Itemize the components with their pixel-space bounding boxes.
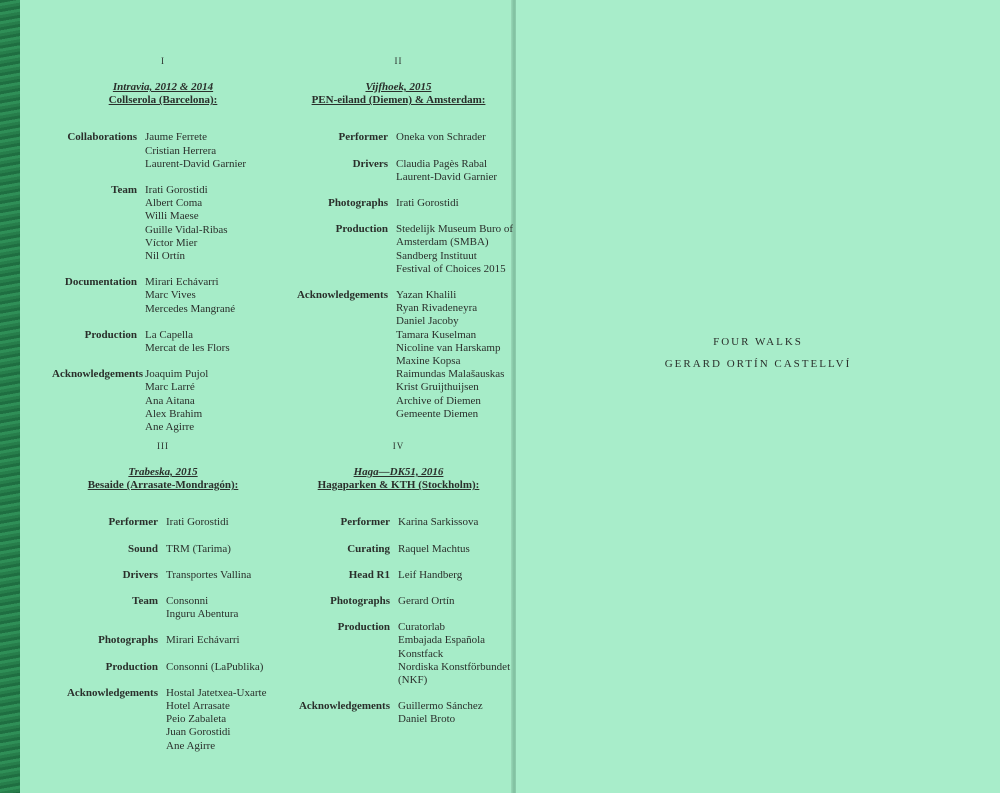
role-names	[166, 687, 266, 753]
role-row	[52, 634, 274, 647]
role-names	[166, 543, 231, 556]
role-list	[52, 516, 274, 752]
role-names	[396, 197, 459, 210]
role-label: Acknowledgements	[66, 686, 158, 699]
role-row	[286, 621, 511, 687]
credit-name: Guillermo Sánchez	[398, 700, 483, 713]
credits-section-1	[52, 55, 274, 447]
role-label: Head R1	[348, 568, 390, 581]
book-edge	[0, 0, 20, 793]
role-names	[396, 223, 513, 276]
role-names	[398, 516, 478, 529]
role-label: Production	[105, 660, 158, 673]
credit-name: TRM (Tarima)	[166, 542, 231, 555]
role-row	[52, 569, 274, 582]
title-block	[516, 331, 1000, 375]
credit-name: Ane Agirre	[166, 739, 216, 752]
credit-name: Marc Vives	[145, 289, 196, 302]
role-names	[396, 131, 486, 144]
section-heading	[286, 81, 511, 107]
role-row	[286, 223, 514, 276]
role-row	[52, 184, 274, 263]
role-label: Curating	[347, 542, 390, 555]
role-label: Sound	[128, 542, 158, 555]
credit-name: La Capella	[145, 328, 193, 341]
role-label: Production	[335, 223, 388, 236]
role-label: Acknowledgements	[52, 368, 144, 381]
role-row	[52, 368, 274, 434]
role-names	[398, 569, 462, 582]
role-list	[286, 131, 514, 421]
credit-name: Transportes Vallina	[166, 568, 252, 581]
credit-name: Gerard Ortín	[398, 595, 455, 608]
credit-name: Nil Ortín	[145, 250, 186, 263]
role-names	[166, 661, 263, 674]
credit-name: Karina Sarkissova	[398, 516, 479, 529]
credit-name: Festival of Choices 2015	[396, 262, 506, 275]
role-row	[286, 543, 511, 556]
role-row	[286, 289, 511, 421]
role-row	[52, 276, 274, 316]
role-label: Photographs	[328, 197, 388, 210]
credit-name: Albert Coma	[145, 197, 203, 210]
credit-name: Alex Brahim	[145, 407, 203, 420]
credit-name: Nordiska Konstförbundet	[398, 660, 511, 673]
credit-name: Víctor Mier	[145, 236, 198, 249]
credit-name: Ryan Rivadeneyra	[396, 302, 478, 315]
section-title: Trabeska, 2015	[128, 466, 198, 478]
credit-name: Mirari Echávarri	[166, 634, 240, 647]
role-row	[286, 700, 511, 726]
role-names	[396, 289, 504, 421]
role-row	[286, 516, 511, 529]
credit-name: Ane Agirre	[145, 421, 195, 434]
credits-section-2	[286, 55, 514, 434]
role-label: Production	[84, 328, 137, 341]
credit-name: Consonni	[166, 595, 209, 608]
role-label: Team	[111, 184, 137, 197]
credit-name: Oneka von Schrader	[396, 131, 486, 144]
credit-name: Daniel Broto	[398, 713, 456, 726]
credit-name: Ana Aitana	[145, 394, 195, 407]
credit-name: Konstfack	[398, 647, 444, 660]
section-heading	[286, 466, 511, 492]
role-names	[145, 276, 235, 316]
credit-name: Amsterdam (SMBA)	[396, 236, 489, 249]
credit-name: Joaquim Pujol	[145, 368, 209, 381]
role-names	[396, 158, 497, 184]
credit-name: Curatorlab	[398, 621, 446, 634]
role-label: Acknowledgements	[298, 700, 390, 713]
credit-name: Jaume Ferrete	[145, 131, 207, 144]
role-row	[286, 595, 511, 608]
credit-name: Hostal Jatetxea-Uxarte	[166, 686, 267, 699]
role-label: Drivers	[352, 157, 388, 170]
role-label: Team	[132, 595, 158, 608]
role-row	[52, 516, 274, 529]
credit-name: Irati Gorostidi	[166, 516, 229, 529]
credit-name: Gemeente Diemen	[396, 407, 479, 420]
role-names	[166, 634, 240, 647]
section-numeral: IV	[392, 441, 405, 451]
credit-name: Embajada Española	[398, 634, 486, 647]
section-place: Besaide (Arrasate-Mondragón):	[87, 479, 239, 492]
role-row	[52, 661, 274, 674]
credit-name: Stedelijk Museum Buro of	[396, 223, 514, 236]
role-names	[145, 368, 208, 434]
role-names	[166, 595, 238, 621]
role-label: Performer	[338, 131, 388, 144]
section-numeral: III	[157, 441, 169, 451]
role-label: Collaborations	[67, 131, 137, 144]
role-names	[145, 131, 246, 171]
credit-name: Irati Gorostidi	[145, 184, 208, 197]
role-names	[398, 595, 455, 608]
credits-section-3	[52, 440, 274, 766]
credit-name: Laurent-David Garnier	[396, 170, 498, 183]
credit-name: Mirari Echávarri	[145, 276, 219, 289]
credit-name: Krist Gruijthuijsen	[396, 381, 479, 394]
section-place: Collserola (Barcelona):	[108, 94, 218, 107]
credit-name: Juan Gorostidi	[166, 726, 231, 739]
right-page	[516, 0, 1000, 793]
role-row	[52, 687, 274, 753]
role-label: Acknowledgements	[296, 289, 388, 302]
role-names	[166, 516, 229, 529]
credit-name: Raimundas Malašauskas	[396, 368, 505, 381]
section-heading	[52, 81, 274, 107]
credit-name: Consonni (LaPublika)	[166, 660, 264, 673]
credit-name: Leif Handberg	[398, 568, 463, 581]
role-list	[286, 516, 511, 726]
role-row	[286, 569, 511, 582]
credit-name: Guille Vidal-Ribas	[145, 223, 228, 236]
role-row	[286, 158, 511, 184]
role-label: Photographs	[98, 634, 158, 647]
section-heading	[52, 466, 274, 492]
role-row	[52, 595, 274, 621]
role-row	[286, 131, 511, 144]
book-title: FOUR WALKS	[713, 336, 803, 348]
credit-name: Mercedes Mangrané	[145, 302, 236, 315]
role-label: Production	[337, 621, 390, 634]
credit-name: Yazan Khalili	[396, 289, 457, 302]
role-names	[398, 543, 470, 556]
role-row	[52, 131, 274, 171]
credit-name: Laurent-David Garnier	[145, 157, 247, 170]
credit-name: Tamara Kuselman	[396, 328, 477, 341]
role-names	[166, 569, 251, 582]
credit-name: Mercat de les Flors	[145, 342, 230, 355]
credit-name: Irati Gorostidi	[396, 197, 459, 210]
role-row	[52, 543, 274, 556]
role-names	[398, 700, 483, 726]
credit-name: Claudia Pagès Rabal	[396, 157, 488, 170]
role-label: Performer	[108, 516, 158, 529]
credit-name: Hotel Arrasate	[166, 700, 230, 713]
section-place: PEN-eiland (Diemen) & Amsterdam:	[311, 94, 486, 107]
role-label: Performer	[340, 516, 390, 529]
credit-name: Inguru Abentura	[166, 608, 239, 621]
role-list	[52, 131, 274, 434]
role-label: Drivers	[122, 568, 158, 581]
section-title: Intravia, 2012 & 2014	[112, 81, 214, 93]
credit-name: Marc Larré	[145, 381, 195, 394]
role-row	[286, 197, 511, 210]
role-label: Photographs	[330, 595, 390, 608]
credit-name: Maxine Kopsa	[396, 355, 461, 368]
section-title: Vijfhoek, 2015	[365, 81, 432, 93]
role-names	[398, 621, 510, 687]
credit-name: Raquel Machtus	[398, 542, 470, 555]
role-label: Documentation	[64, 276, 137, 289]
credit-name: Daniel Jacoby	[396, 315, 459, 328]
section-numeral: I	[161, 56, 165, 66]
credit-name: Archive of Diemen	[396, 394, 481, 407]
book-author: GERARD ORTÍN CASTELLVÍ	[664, 358, 852, 370]
section-place: Hagaparken & KTH (Stockholm):	[317, 479, 480, 492]
credit-name: Cristian Herrera	[145, 144, 217, 157]
role-names	[145, 184, 228, 263]
credits-section-4	[286, 440, 511, 740]
credit-name: Nicoline van Harskamp	[396, 341, 501, 354]
credit-name: Sandberg Instituut	[396, 249, 477, 262]
section-title: Haga—DK51, 2016	[353, 466, 444, 478]
role-row	[52, 329, 274, 355]
credit-name: Willi Maese	[145, 210, 199, 223]
credit-name: (NKF)	[398, 674, 428, 687]
role-names	[145, 329, 230, 355]
credit-name: Peio Zabaleta	[166, 713, 227, 726]
section-numeral: II	[394, 56, 403, 66]
